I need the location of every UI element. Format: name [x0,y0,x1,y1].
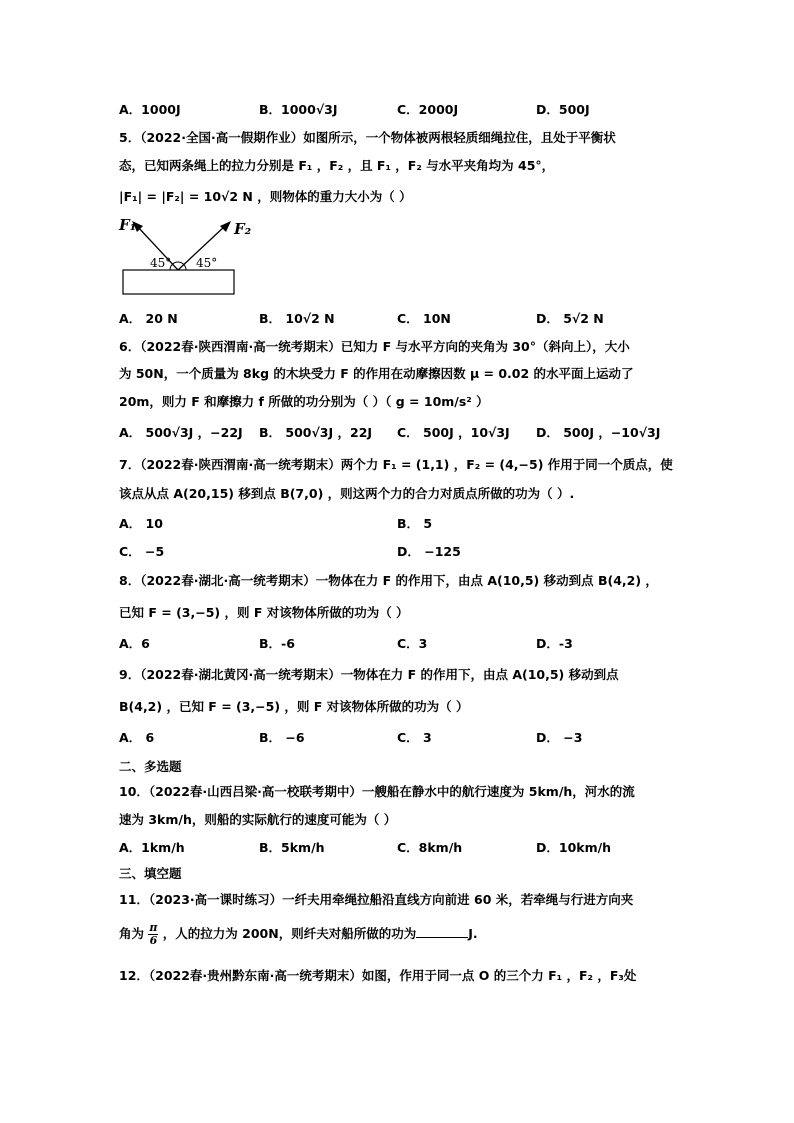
q11-frac-denominator: 6 [149,934,158,947]
q10-option-b: B．5km/h [259,840,325,855]
q8-stem-line1: 8．（2022春·湖北·高一统考期末）一物体在力 F 的作用下，由点 A(10,5) 移动到点 B(4,2) ， [119,573,658,588]
q5-options [119,309,679,327]
q10-option-d: D．10km/h [536,840,612,855]
q9-stem-line1: 9．（2022春·湖北黄冈·高一统考期末）一物体在力 F 的作用下，由点 A(10,5) 移动到点 [119,667,619,682]
q7-option-c: C． −5 [119,544,165,559]
q6-stem-line3: 20m，则力 F 和摩擦力 f 所做的功分别为（ ）（ g = 10m/s² ） [119,394,489,409]
q10-stem-line2: 速为 3km/h，则船的实际航行的速度可能为（ ） [119,812,397,827]
q5-option-b: B． 10√2 N [259,311,335,326]
q4-option-a: A．1000J [119,102,181,117]
q5-option-c: C． 10N [397,311,451,326]
q10-option-c: C．8km/h [397,840,463,855]
q5-stem-line3: |F₁| = |F₂| = 10√2 N ，则物体的重力大小为（ ） [119,189,412,204]
q11-stem-line2 [119,922,478,947]
q8-option-a: A．6 [119,636,150,651]
q4-options [119,100,679,118]
q5-stem-line2: 态，已知两条绳上的拉力分别是 F₁ ，F₂ ，且 F₁ ，F₂ 与水平夹角均为 45°， [119,158,555,173]
q4-option-b: B．1000√3J [259,102,338,117]
q12-stem-line1: 12．（2022春·贵州黔东南·高一统考期末）如图，作用于同一点 O 的三个力 F₁ ，F₂ ，F₃处 [119,968,637,983]
f2-arrow-head [220,221,231,232]
q7-option-b: B． 5 [397,516,433,531]
q6-option-d: D． 500J ，−10√3J [536,425,661,440]
q10-stem-line1: 10．（2022春·山西吕梁·高一校联考期中）一艘船在静水中的航行速度为 5km/h，河水的流 [119,784,635,799]
q11-text-pre: 角为 [119,926,145,941]
label-f1: F₁ [119,216,137,234]
q11-frac-numerator: π [149,921,158,934]
q8-option-c: C．3 [397,636,428,651]
q5-option-d: D． 5√2 N [536,311,604,326]
q10-option-a: A．1km/h [119,840,185,855]
q10-options [119,838,679,856]
q5-stem-line1: 5．（2022·全国·高一假期作业）如图所示，一个物体被两根轻质细绳拉住，且处于平衡状 [119,130,616,145]
q11-text-post: ，人的拉力为 200N，则纤夫对船所做的功为 [162,926,417,941]
q7-stem-line1: 7．（2022春·陕西渭南·高一统考期末）两个力 F₁ = (1,1) ，F₂ = (4,−5) 作用于同一个质点，使 [119,457,673,472]
q9-option-c: C． 3 [397,730,432,745]
q8-options [119,634,679,652]
q6-option-c: C． 500J ，10√3J [397,425,510,440]
q6-option-b: B． 500√3J ，22J [259,425,373,440]
q4-option-c: C．2000J [397,102,459,117]
section-multi-choice-heading: 二、多选题 [119,759,182,774]
q6-options [119,423,679,441]
q9-options [119,728,679,746]
angle-left-label: 45° [150,256,172,270]
block [123,270,234,294]
q6-stem-line2: 为 50N，一个质量为 8kg 的木块受力 F 的作用在动摩擦因数 μ = 0.02 的水平面上运动了 [119,366,634,381]
q9-option-a: A． 6 [119,730,155,745]
angle-right-label: 45° [196,256,218,270]
q5-option-a: A． 20 N [119,311,178,326]
q6-stem-line1: 6．（2022春·陕西渭南·高一统考期末）已知力 F 与水平方向的夹角为 30°（斜向上），大小 [119,339,630,354]
q7-options-row2 [119,542,679,560]
q7-option-a: A． 10 [119,516,163,531]
q11-angle-fraction [148,922,158,947]
q7-option-d: D． −125 [397,544,461,559]
q7-stem-line2: 该点从点 A(20,15) 移到点 B(7,0) ，则这两个力的合力对质点所做的功为（ ）. [119,486,575,501]
label-f2: F₂ [234,220,252,238]
q8-stem-line2: 已知 F = (3,−5) ，则 F 对该物体所做的功为（ ） [119,605,409,620]
q7-options-row1 [119,514,679,532]
section-fill-blank-heading: 三、填空题 [119,866,182,881]
q9-option-d: D． −3 [536,730,583,745]
q11-stem-line1: 11．（2023·高一课时练习）一纤夫用牵绳拉船沿直线方向前进 60 米，若牵绳与行进方向夹 [119,892,634,907]
q9-option-b: B． −6 [259,730,305,745]
q11-text-end: J. [468,926,478,941]
q5-force-diagram [116,212,252,300]
q4-option-d: D．500J [536,102,590,117]
q8-option-d: D．-3 [536,636,573,651]
q6-option-a: A． 500√3J ，−22J [119,425,243,440]
q8-option-b: B．-6 [259,636,295,651]
q11-answer-blank[interactable] [416,925,468,938]
q9-stem-line2: B(4,2) ，已知 F = (3,−5) ，则 F 对该物体所做的功为（ ） [119,699,469,714]
